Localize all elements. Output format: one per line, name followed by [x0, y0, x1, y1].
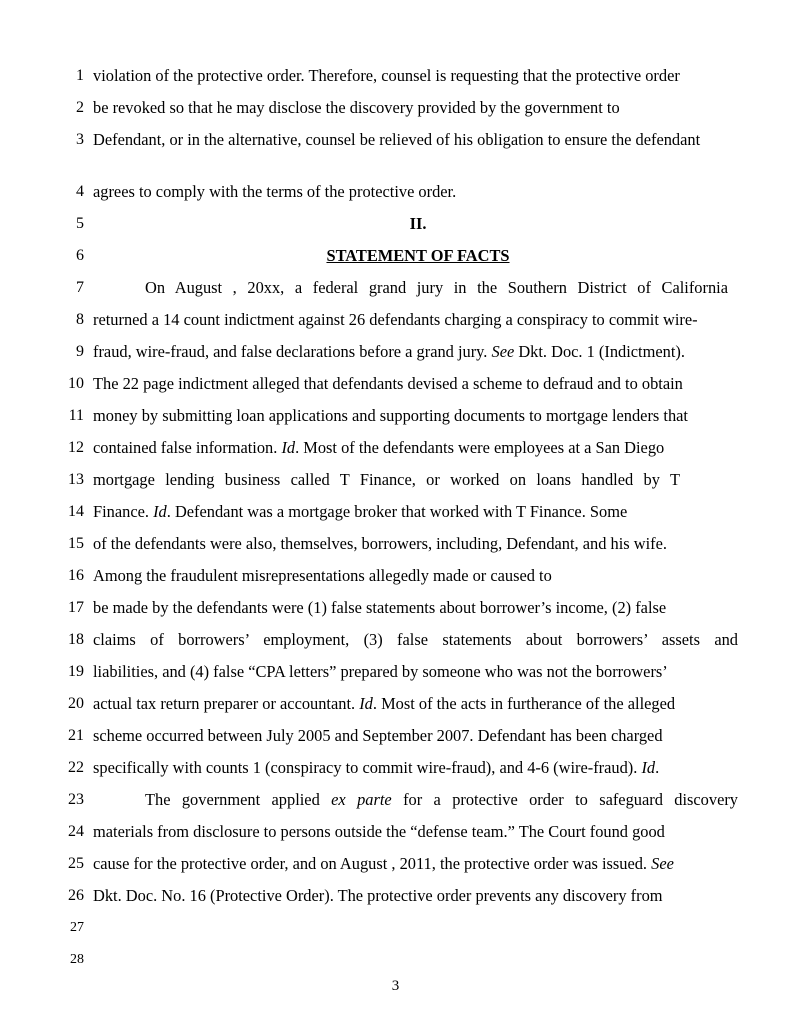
line-text: The 22 page indictment alleged that defendants devised a scheme to defraud and to obtain [93, 374, 683, 393]
line-text: Among the fraudulent misrepresentations allegedly made or caused to [93, 566, 552, 585]
line-number: 19 [68, 663, 84, 680]
line-text: returned a 14 count indictment against 26 defendants charging a conspiracy to commit wire- [93, 310, 698, 329]
line-number: 27 [70, 920, 84, 935]
line-text: money by submitting loan applications and supporting documents to mortgage lenders that [93, 406, 688, 425]
line-text: liabilities, and (4) false “CPA letters” prepared by someone who was not the borrowers’ [93, 662, 668, 681]
line-number: 8 [76, 311, 84, 328]
line-number: 11 [68, 407, 84, 424]
line-text: be made by the defendants were (1) false statements about borrower’s income, (2) false [93, 598, 667, 617]
latin-term: ex parte [331, 790, 392, 809]
citation-signal: See [491, 342, 515, 361]
line-text [93, 502, 763, 522]
line-text: be revoked so that he may disclose the discovery provided by the government to [93, 98, 620, 117]
line-text [93, 758, 763, 778]
line-number: 9 [76, 343, 84, 360]
section-heading: STATEMENT OF FACTS [326, 246, 510, 265]
line-text: of the defendants were also, themselves, borrowers, including, Defendant, and his wife. [93, 534, 667, 553]
page-number: 3 [391, 978, 400, 994]
line-number: 25 [68, 855, 84, 872]
line-text [93, 694, 763, 714]
line-text: Dkt. Doc. No. 16 (Protective Order). The protective order prevents any discovery from [93, 886, 663, 905]
line-number: 24 [68, 823, 84, 840]
line-number: 22 [68, 759, 84, 776]
line-text: violation of the protective order. Therefore, counsel is requesting that the protective order [93, 66, 680, 85]
line-text: agrees to comply with the terms of the protective order. [93, 182, 457, 201]
line-text-part: Finance. [93, 502, 154, 521]
line-text-part: Dkt. Doc. 1 (Indictment). [514, 342, 685, 361]
line-text-part: fraud, wire-fraud, and false declarations before a grand jury. [93, 342, 492, 361]
citation-signal: Id [359, 694, 373, 713]
line-text: mortgage lending business called T Finance, or worked on loans handled by T [93, 470, 680, 489]
line-text: materials from disclosure to persons outside the “defense team.” The Court found good [93, 822, 665, 841]
line-text: scheme occurred between July 2005 and September 2007. Defendant has been charged [93, 726, 663, 745]
line-number: 18 [68, 631, 84, 648]
section-number: II. [409, 214, 427, 233]
line-number: 15 [68, 535, 84, 552]
line-number: 28 [70, 952, 84, 967]
line-number: 2 [76, 99, 84, 116]
line-text-part: The government applied [145, 790, 332, 809]
line-number: 17 [68, 599, 84, 616]
line-text [93, 854, 763, 874]
line-number: 21 [68, 727, 84, 744]
line-text-part: specifically with counts 1 (conspiracy to commit wire-fraud), and 4-6 (wire-fraud). [93, 758, 642, 777]
line-number: 6 [76, 247, 84, 264]
line-number: 12 [68, 439, 84, 456]
line-number: 20 [68, 695, 84, 712]
citation-signal: Id [281, 438, 296, 457]
line-text [93, 790, 738, 810]
citation-signal: Id [641, 758, 656, 777]
line-text-part: contained false information. [93, 438, 282, 457]
line-number: 10 [68, 375, 84, 392]
citation-signal: See [651, 854, 674, 873]
line-text-part: . [655, 758, 660, 777]
line-text [93, 342, 763, 362]
line-text: Defendant, or in the alternative, counsel be relieved of his obligation to ensure the defendant [93, 130, 701, 149]
line-number: 23 [68, 791, 84, 808]
line-text-part: for a protective order to safeguard discovery [391, 790, 738, 809]
citation-signal: Id [153, 502, 167, 521]
line-number: 7 [76, 279, 84, 296]
line-number: 26 [68, 887, 84, 904]
line-text-part: . Defendant was a mortgage broker that worked with T Finance. Some [166, 502, 628, 521]
line-number: 4 [76, 183, 84, 200]
line-number: 14 [68, 503, 84, 520]
line-text [93, 438, 763, 458]
line-text: claims of borrowers’ employment, (3) false statements about borrowers’ assets and [93, 630, 738, 649]
line-text-part: . Most of the acts in furtherance of the alleged [372, 694, 676, 713]
line-number: 13 [68, 471, 84, 488]
line-number: 5 [76, 215, 84, 232]
line-text-part: . Most of the defendants were employees at a San Diego [295, 438, 665, 457]
line-number: 16 [68, 567, 84, 584]
line-number: 1 [76, 67, 84, 84]
line-text-part: cause for the protective order, and on August , 2011, the protective order was issued. [93, 854, 652, 873]
line-number: 3 [76, 131, 84, 148]
line-text: On August , 20xx, a federal grand jury in the Southern District of California [145, 278, 728, 297]
line-text-part: actual tax return preparer or accountant. [93, 694, 360, 713]
